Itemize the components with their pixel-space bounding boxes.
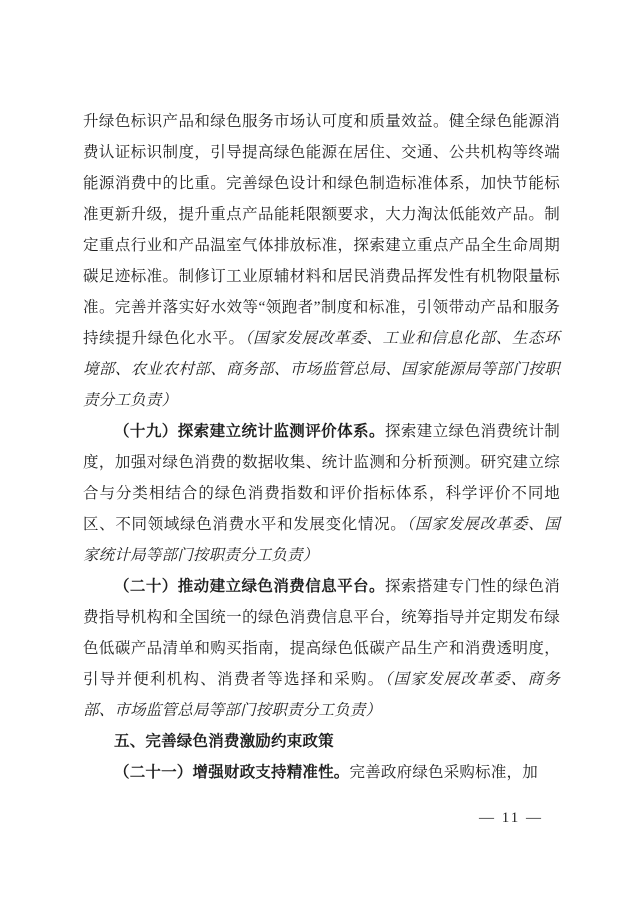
text-run: （二十一）增强财政支持精准性。 [114, 764, 350, 781]
page-number: — 11 — [479, 810, 543, 826]
text-run: （国家发展改革委、商务部、市场监管总局等部门按职责分工负责） [83, 671, 560, 719]
text-run: （十九）探索建立统计监测评价体系。 [114, 423, 385, 440]
paragraph [83, 416, 560, 571]
text-run: 探索建立绿色消费统计制度，加强对绿色消费的数据收集、统计监测和分析预测。研究建立综合与分类相结合的绿色消费指数和评价指标体系，科学评价不同地区、不同领域绿色消费水平和发展变化情况。 [83, 423, 561, 533]
paragraph [83, 726, 560, 757]
document-body [83, 106, 560, 788]
text-run: 五、完善绿色消费激励约束政策 [114, 733, 334, 750]
text-run: （二十）推动建立绿色消费信息平台。 [114, 578, 385, 595]
paragraph [83, 571, 560, 726]
text-run: 完善政府绿色采购标准，加 [349, 764, 538, 781]
text-run: （国家发展改革委、工业和信息化部、生态环境部、农业农村部、商务部、市场监管总局、国家能源局等部门按职责分工负责） [83, 330, 560, 409]
text-run: （国家发展改革委、国家统计局等部门按职责分工负责） [83, 516, 560, 564]
paragraph [83, 757, 560, 788]
paragraph [83, 106, 560, 416]
text-run: 探索搭建专门性的绿色消费指导机构和全国统一的绿色消费信息平台，统筹指导并定期发布绿色低碳产品清单和购买指南，提高绿色低碳产品生产和消费透明度，引导并便利机构、消费者等选择和采购。 [83, 578, 561, 688]
text-run: 升绿色标识产品和绿色服务市场认可度和质量效益。健全绿色能源消费认证标识制度，引导提高绿色能源在居住、交通、公共机构等终端能源消费中的比重。完善绿色设计和绿色制造标准体系，加快节能标准更新升级，提升重点产品能耗限额要求，大力淘汰低能效产品。制定重点行业和产品温室气体排放标准，探索建立重点产品全生命周期碳足迹标准。制修订工业原辅材料和居民消费品挥发性有机物限量标准。完善并落实好水效等“领跑者”制度和标准，引领带动产品和服务持续提升绿色化水平。 [83, 113, 560, 347]
